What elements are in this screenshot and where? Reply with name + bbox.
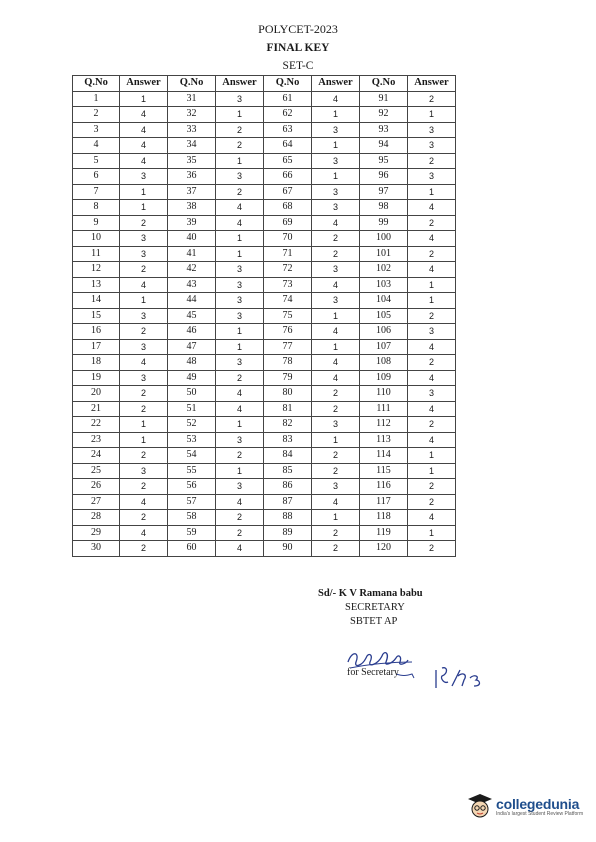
answer-cell: 2 bbox=[312, 463, 360, 479]
question-number-cell: 32 bbox=[168, 107, 216, 123]
document-title: FINAL KEY bbox=[266, 42, 330, 54]
answer-cell: 2 bbox=[408, 479, 456, 495]
question-number-cell: 76 bbox=[264, 324, 312, 340]
column-header-qno: Q.No bbox=[360, 76, 408, 92]
question-number-cell: 9 bbox=[73, 215, 120, 231]
table-row bbox=[73, 463, 456, 479]
answer-cell: 1 bbox=[408, 184, 456, 200]
answer-cell: 4 bbox=[120, 138, 168, 154]
question-number-cell: 103 bbox=[360, 277, 408, 293]
answer-cell: 1 bbox=[408, 463, 456, 479]
answer-cell: 1 bbox=[216, 339, 264, 355]
answer-cell: 4 bbox=[312, 277, 360, 293]
answer-cell: 4 bbox=[120, 525, 168, 541]
answer-cell: 2 bbox=[120, 386, 168, 402]
answer-cell: 3 bbox=[408, 169, 456, 185]
table-row bbox=[73, 308, 456, 324]
answer-cell: 3 bbox=[312, 122, 360, 138]
answer-cell: 2 bbox=[120, 541, 168, 557]
question-number-cell: 61 bbox=[264, 91, 312, 107]
answer-cell: 3 bbox=[216, 169, 264, 185]
question-number-cell: 47 bbox=[168, 339, 216, 355]
answer-cell: 4 bbox=[216, 386, 264, 402]
table-row bbox=[73, 138, 456, 154]
question-number-cell: 74 bbox=[264, 293, 312, 309]
question-number-cell: 71 bbox=[264, 246, 312, 262]
table-row bbox=[73, 231, 456, 247]
table-row bbox=[73, 107, 456, 123]
question-number-cell: 6 bbox=[73, 169, 120, 185]
answer-cell: 3 bbox=[312, 153, 360, 169]
answer-cell: 2 bbox=[408, 494, 456, 510]
answer-cell: 3 bbox=[216, 479, 264, 495]
table-row bbox=[73, 215, 456, 231]
question-number-cell: 77 bbox=[264, 339, 312, 355]
question-number-cell: 89 bbox=[264, 525, 312, 541]
answer-cell: 3 bbox=[312, 417, 360, 433]
question-number-cell: 8 bbox=[73, 200, 120, 216]
column-header-answer: Answer bbox=[312, 76, 360, 92]
collegedunia-logo[interactable] bbox=[466, 792, 583, 820]
answer-cell: 4 bbox=[312, 215, 360, 231]
table-row bbox=[73, 262, 456, 278]
table-body bbox=[73, 91, 456, 556]
answer-cell: 3 bbox=[216, 355, 264, 371]
question-number-cell: 50 bbox=[168, 386, 216, 402]
answer-cell: 3 bbox=[120, 231, 168, 247]
question-number-cell: 41 bbox=[168, 246, 216, 262]
table-row bbox=[73, 324, 456, 340]
answer-cell: 1 bbox=[312, 308, 360, 324]
table-row bbox=[73, 386, 456, 402]
answer-cell: 1 bbox=[216, 324, 264, 340]
question-number-cell: 1 bbox=[73, 91, 120, 107]
question-number-cell: 116 bbox=[360, 479, 408, 495]
answer-cell: 4 bbox=[408, 262, 456, 278]
answer-cell: 2 bbox=[408, 91, 456, 107]
question-number-cell: 90 bbox=[264, 541, 312, 557]
answer-cell: 3 bbox=[312, 184, 360, 200]
answer-cell: 2 bbox=[120, 401, 168, 417]
answer-cell: 2 bbox=[408, 417, 456, 433]
table-row bbox=[73, 355, 456, 371]
answer-cell: 3 bbox=[120, 246, 168, 262]
answer-cell: 3 bbox=[216, 262, 264, 278]
question-number-cell: 29 bbox=[73, 525, 120, 541]
answer-cell: 2 bbox=[120, 215, 168, 231]
answer-cell: 4 bbox=[312, 324, 360, 340]
column-header-qno: Q.No bbox=[73, 76, 120, 92]
for-secretary-label: for Secretary bbox=[347, 667, 399, 678]
question-number-cell: 85 bbox=[264, 463, 312, 479]
question-number-cell: 99 bbox=[360, 215, 408, 231]
question-number-cell: 62 bbox=[264, 107, 312, 123]
question-number-cell: 4 bbox=[73, 138, 120, 154]
column-header-answer: Answer bbox=[120, 76, 168, 92]
answer-cell: 2 bbox=[408, 153, 456, 169]
answer-cell: 3 bbox=[120, 370, 168, 386]
question-number-cell: 113 bbox=[360, 432, 408, 448]
question-number-cell: 14 bbox=[73, 293, 120, 309]
answer-cell: 2 bbox=[216, 122, 264, 138]
question-number-cell: 109 bbox=[360, 370, 408, 386]
question-number-cell: 25 bbox=[73, 463, 120, 479]
answer-cell: 4 bbox=[408, 510, 456, 526]
question-number-cell: 93 bbox=[360, 122, 408, 138]
question-number-cell: 100 bbox=[360, 231, 408, 247]
question-number-cell: 106 bbox=[360, 324, 408, 340]
answer-cell: 1 bbox=[312, 339, 360, 355]
question-number-cell: 27 bbox=[73, 494, 120, 510]
answer-cell: 2 bbox=[408, 355, 456, 371]
answer-cell: 4 bbox=[120, 122, 168, 138]
answer-cell: 4 bbox=[216, 215, 264, 231]
question-number-cell: 21 bbox=[73, 401, 120, 417]
answer-cell: 4 bbox=[312, 91, 360, 107]
question-number-cell: 92 bbox=[360, 107, 408, 123]
question-number-cell: 38 bbox=[168, 200, 216, 216]
question-number-cell: 18 bbox=[73, 355, 120, 371]
logo-name: collegedunia bbox=[496, 795, 580, 812]
answer-cell: 3 bbox=[216, 432, 264, 448]
question-number-cell: 94 bbox=[360, 138, 408, 154]
answer-cell: 2 bbox=[120, 510, 168, 526]
question-number-cell: 112 bbox=[360, 417, 408, 433]
answer-cell: 3 bbox=[312, 479, 360, 495]
question-number-cell: 55 bbox=[168, 463, 216, 479]
question-number-cell: 84 bbox=[264, 448, 312, 464]
signatory-role: SECRETARY bbox=[345, 602, 405, 613]
question-number-cell: 88 bbox=[264, 510, 312, 526]
answer-cell: 2 bbox=[408, 246, 456, 262]
answer-cell: 4 bbox=[120, 153, 168, 169]
answer-cell: 4 bbox=[312, 370, 360, 386]
table-row bbox=[73, 494, 456, 510]
question-number-cell: 108 bbox=[360, 355, 408, 371]
answer-cell: 3 bbox=[312, 293, 360, 309]
question-number-cell: 23 bbox=[73, 432, 120, 448]
column-header-answer: Answer bbox=[216, 76, 264, 92]
question-number-cell: 111 bbox=[360, 401, 408, 417]
table-row bbox=[73, 510, 456, 526]
answer-cell: 1 bbox=[312, 510, 360, 526]
question-number-cell: 48 bbox=[168, 355, 216, 371]
question-number-cell: 86 bbox=[264, 479, 312, 495]
answer-cell: 3 bbox=[216, 308, 264, 324]
question-number-cell: 16 bbox=[73, 324, 120, 340]
question-number-cell: 57 bbox=[168, 494, 216, 510]
question-number-cell: 75 bbox=[264, 308, 312, 324]
question-number-cell: 54 bbox=[168, 448, 216, 464]
answer-cell: 1 bbox=[408, 448, 456, 464]
question-number-cell: 44 bbox=[168, 293, 216, 309]
answer-cell: 2 bbox=[120, 262, 168, 278]
answer-cell: 1 bbox=[216, 107, 264, 123]
question-number-cell: 83 bbox=[264, 432, 312, 448]
answer-cell: 1 bbox=[216, 417, 264, 433]
answer-cell: 4 bbox=[408, 339, 456, 355]
question-number-cell: 2 bbox=[73, 107, 120, 123]
question-number-cell: 67 bbox=[264, 184, 312, 200]
question-number-cell: 78 bbox=[264, 355, 312, 371]
answer-cell: 1 bbox=[408, 277, 456, 293]
answer-cell: 2 bbox=[312, 231, 360, 247]
table-row bbox=[73, 339, 456, 355]
question-number-cell: 10 bbox=[73, 231, 120, 247]
answer-cell: 2 bbox=[216, 370, 264, 386]
answer-cell: 1 bbox=[408, 107, 456, 123]
question-number-cell: 69 bbox=[264, 215, 312, 231]
question-number-cell: 59 bbox=[168, 525, 216, 541]
answer-cell: 2 bbox=[312, 448, 360, 464]
question-number-cell: 43 bbox=[168, 277, 216, 293]
question-number-cell: 65 bbox=[264, 153, 312, 169]
answer-cell: 4 bbox=[216, 200, 264, 216]
answer-cell: 3 bbox=[408, 324, 456, 340]
answer-cell: 3 bbox=[312, 262, 360, 278]
answer-cell: 4 bbox=[216, 401, 264, 417]
answer-cell: 2 bbox=[312, 541, 360, 557]
answer-cell: 1 bbox=[216, 246, 264, 262]
question-number-cell: 17 bbox=[73, 339, 120, 355]
answer-cell: 2 bbox=[408, 541, 456, 557]
question-number-cell: 105 bbox=[360, 308, 408, 324]
answer-cell: 1 bbox=[120, 184, 168, 200]
question-number-cell: 104 bbox=[360, 293, 408, 309]
answer-cell: 1 bbox=[312, 432, 360, 448]
answer-cell: 2 bbox=[216, 138, 264, 154]
question-number-cell: 80 bbox=[264, 386, 312, 402]
table-row bbox=[73, 541, 456, 557]
question-number-cell: 28 bbox=[73, 510, 120, 526]
question-number-cell: 101 bbox=[360, 246, 408, 262]
question-number-cell: 33 bbox=[168, 122, 216, 138]
question-number-cell: 30 bbox=[73, 541, 120, 557]
answer-cell: 4 bbox=[408, 401, 456, 417]
question-number-cell: 82 bbox=[264, 417, 312, 433]
table-header-row bbox=[73, 76, 456, 92]
answer-cell: 1 bbox=[120, 293, 168, 309]
table-row bbox=[73, 169, 456, 185]
question-number-cell: 13 bbox=[73, 277, 120, 293]
question-number-cell: 20 bbox=[73, 386, 120, 402]
column-header-answer: Answer bbox=[408, 76, 456, 92]
answer-cell: 2 bbox=[120, 324, 168, 340]
answer-cell: 1 bbox=[120, 200, 168, 216]
answer-cell: 4 bbox=[216, 494, 264, 510]
table-row bbox=[73, 401, 456, 417]
answer-cell: 3 bbox=[216, 277, 264, 293]
answer-cell: 3 bbox=[312, 200, 360, 216]
answer-cell: 1 bbox=[312, 169, 360, 185]
answer-cell: 2 bbox=[120, 448, 168, 464]
question-number-cell: 22 bbox=[73, 417, 120, 433]
answer-cell: 1 bbox=[120, 432, 168, 448]
answer-cell: 2 bbox=[312, 401, 360, 417]
answer-cell: 4 bbox=[408, 432, 456, 448]
answer-cell: 3 bbox=[216, 91, 264, 107]
table-row bbox=[73, 293, 456, 309]
question-number-cell: 95 bbox=[360, 153, 408, 169]
answer-cell: 1 bbox=[216, 153, 264, 169]
answer-cell: 2 bbox=[408, 308, 456, 324]
signatory-organization: SBTET AP bbox=[350, 616, 398, 627]
question-number-cell: 81 bbox=[264, 401, 312, 417]
question-number-cell: 73 bbox=[264, 277, 312, 293]
answer-cell: 3 bbox=[120, 169, 168, 185]
answer-cell: 3 bbox=[408, 386, 456, 402]
answer-cell: 4 bbox=[120, 355, 168, 371]
answer-cell: 1 bbox=[216, 231, 264, 247]
answer-cell: 3 bbox=[216, 293, 264, 309]
table-row bbox=[73, 91, 456, 107]
column-header-qno: Q.No bbox=[168, 76, 216, 92]
answer-cell: 2 bbox=[408, 215, 456, 231]
answer-cell: 4 bbox=[312, 355, 360, 371]
collegedunia-mascot-icon bbox=[466, 792, 494, 820]
question-number-cell: 46 bbox=[168, 324, 216, 340]
question-number-cell: 118 bbox=[360, 510, 408, 526]
question-number-cell: 64 bbox=[264, 138, 312, 154]
answer-cell: 2 bbox=[312, 386, 360, 402]
question-number-cell: 36 bbox=[168, 169, 216, 185]
question-number-cell: 60 bbox=[168, 541, 216, 557]
table-row bbox=[73, 200, 456, 216]
question-number-cell: 3 bbox=[73, 122, 120, 138]
answer-cell: 2 bbox=[216, 525, 264, 541]
answer-cell: 1 bbox=[312, 138, 360, 154]
answer-cell: 3 bbox=[408, 138, 456, 154]
answer-cell: 1 bbox=[216, 463, 264, 479]
question-number-cell: 5 bbox=[73, 153, 120, 169]
question-number-cell: 119 bbox=[360, 525, 408, 541]
question-number-cell: 11 bbox=[73, 246, 120, 262]
column-header-qno: Q.No bbox=[264, 76, 312, 92]
question-number-cell: 102 bbox=[360, 262, 408, 278]
answer-cell: 4 bbox=[120, 107, 168, 123]
answer-cell: 2 bbox=[312, 525, 360, 541]
answer-cell: 2 bbox=[120, 479, 168, 495]
answer-cell: 4 bbox=[216, 541, 264, 557]
answer-cell: 3 bbox=[408, 122, 456, 138]
question-number-cell: 31 bbox=[168, 91, 216, 107]
question-number-cell: 117 bbox=[360, 494, 408, 510]
answer-cell: 3 bbox=[120, 463, 168, 479]
question-number-cell: 87 bbox=[264, 494, 312, 510]
question-number-cell: 51 bbox=[168, 401, 216, 417]
table-row bbox=[73, 448, 456, 464]
answer-cell: 1 bbox=[408, 525, 456, 541]
question-number-cell: 34 bbox=[168, 138, 216, 154]
answer-key-table bbox=[72, 75, 456, 557]
answer-cell: 1 bbox=[120, 91, 168, 107]
answer-cell: 3 bbox=[120, 308, 168, 324]
table-row bbox=[73, 417, 456, 433]
question-number-cell: 19 bbox=[73, 370, 120, 386]
question-number-cell: 56 bbox=[168, 479, 216, 495]
answer-cell: 1 bbox=[312, 107, 360, 123]
question-number-cell: 120 bbox=[360, 541, 408, 557]
logo-tagline: India's largest Student Review Platform bbox=[496, 810, 584, 817]
question-number-cell: 39 bbox=[168, 215, 216, 231]
question-number-cell: 58 bbox=[168, 510, 216, 526]
table-row bbox=[73, 122, 456, 138]
signatory-name: Sd/- K V Ramana babu bbox=[318, 588, 423, 599]
question-number-cell: 7 bbox=[73, 184, 120, 200]
answer-cell: 2 bbox=[216, 184, 264, 200]
answer-cell: 4 bbox=[312, 494, 360, 510]
question-number-cell: 114 bbox=[360, 448, 408, 464]
answer-cell: 4 bbox=[120, 494, 168, 510]
question-number-cell: 107 bbox=[360, 339, 408, 355]
exam-title: POLYCET-2023 bbox=[258, 22, 338, 36]
question-number-cell: 63 bbox=[264, 122, 312, 138]
table-row bbox=[73, 370, 456, 386]
answer-cell: 4 bbox=[408, 370, 456, 386]
question-number-cell: 98 bbox=[360, 200, 408, 216]
question-number-cell: 70 bbox=[264, 231, 312, 247]
question-number-cell: 12 bbox=[73, 262, 120, 278]
question-number-cell: 26 bbox=[73, 479, 120, 495]
answer-cell: 4 bbox=[408, 200, 456, 216]
table-row bbox=[73, 432, 456, 448]
answer-cell: 2 bbox=[216, 510, 264, 526]
question-number-cell: 96 bbox=[360, 169, 408, 185]
question-number-cell: 37 bbox=[168, 184, 216, 200]
question-number-cell: 52 bbox=[168, 417, 216, 433]
question-number-cell: 72 bbox=[264, 262, 312, 278]
question-number-cell: 97 bbox=[360, 184, 408, 200]
question-number-cell: 45 bbox=[168, 308, 216, 324]
table-row bbox=[73, 479, 456, 495]
question-number-cell: 79 bbox=[264, 370, 312, 386]
table-row bbox=[73, 246, 456, 262]
question-number-cell: 91 bbox=[360, 91, 408, 107]
answer-cell: 2 bbox=[312, 246, 360, 262]
question-number-cell: 110 bbox=[360, 386, 408, 402]
set-label: SET-C bbox=[282, 60, 314, 72]
question-number-cell: 115 bbox=[360, 463, 408, 479]
question-number-cell: 35 bbox=[168, 153, 216, 169]
answer-cell: 4 bbox=[408, 231, 456, 247]
question-number-cell: 42 bbox=[168, 262, 216, 278]
answer-cell: 3 bbox=[120, 339, 168, 355]
question-number-cell: 53 bbox=[168, 432, 216, 448]
question-number-cell: 49 bbox=[168, 370, 216, 386]
table-row bbox=[73, 525, 456, 541]
answer-cell: 1 bbox=[408, 293, 456, 309]
question-number-cell: 15 bbox=[73, 308, 120, 324]
answer-cell: 4 bbox=[120, 277, 168, 293]
answer-cell: 2 bbox=[216, 448, 264, 464]
answer-cell: 1 bbox=[120, 417, 168, 433]
table-row bbox=[73, 184, 456, 200]
question-number-cell: 24 bbox=[73, 448, 120, 464]
table-row bbox=[73, 277, 456, 293]
question-number-cell: 66 bbox=[264, 169, 312, 185]
question-number-cell: 68 bbox=[264, 200, 312, 216]
table-row bbox=[73, 153, 456, 169]
question-number-cell: 40 bbox=[168, 231, 216, 247]
